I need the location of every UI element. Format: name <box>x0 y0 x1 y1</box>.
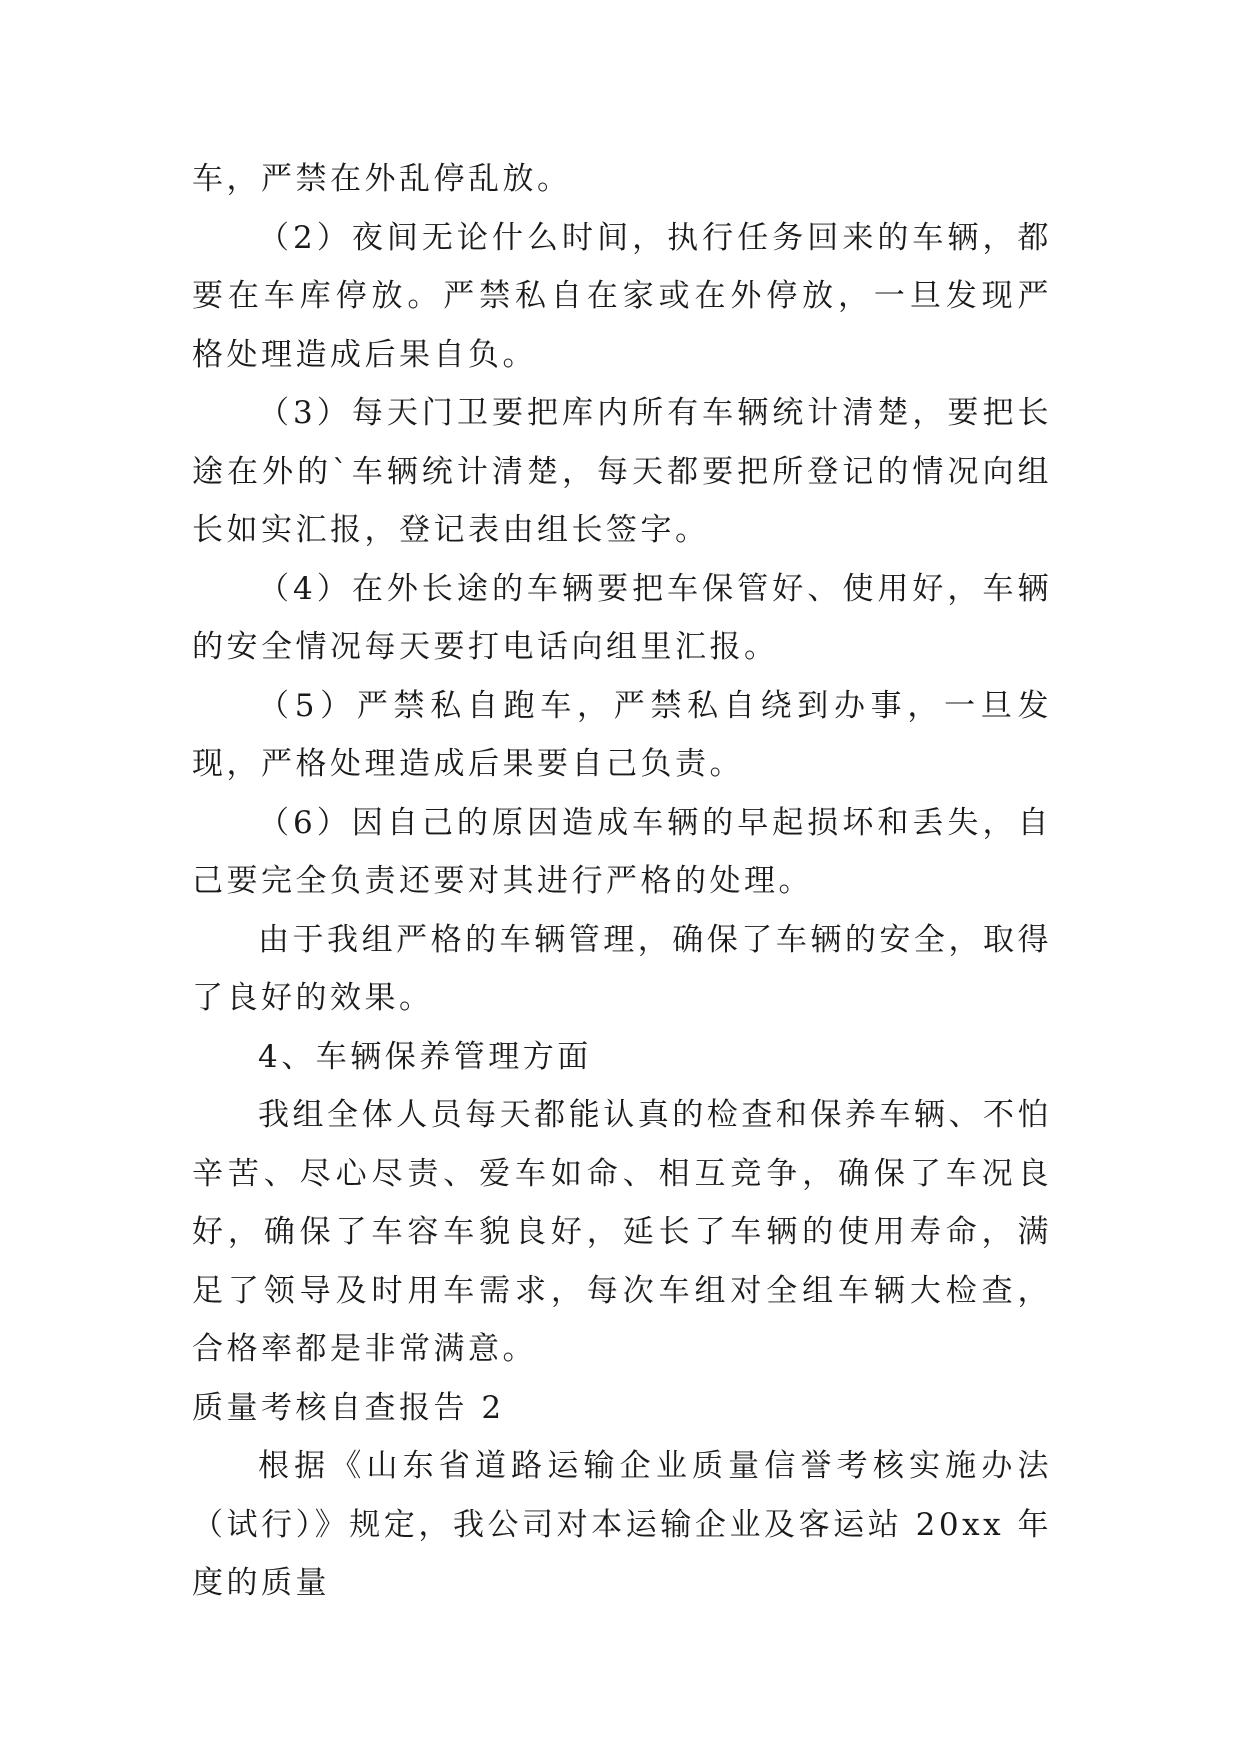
paragraph-7: 由于我组严格的车辆管理，确保了车辆的安全，取得了良好的效果。 <box>192 921 1052 1016</box>
paragraph-9: 我组全体人员每天都能认真的检查和保养车辆、不怕辛苦、尽心尽责、爱车如命、相互竞争，确保了车况良好，确保了车容车貌良好，延长了车辆的使用寿命，满足了领导及时用车需求，每次车组对全组车辆大检查，合格率都是非常满意。 <box>192 1097 1052 1367</box>
subheading-vehicle-maintenance: 4、车辆保养管理方面 <box>258 1038 592 1075</box>
paragraph-5: （5）严禁私自跑车，严禁私自绕到办事，一旦发现，严格处理造成后果要自己负责。 <box>192 687 1052 782</box>
section-title: 质量考核自查报告 2 <box>192 1389 505 1426</box>
paragraph-3: （3）每天门卫要把库内所有车辆统计清楚，要把长途在外的`车辆统计清楚，每天都要把所登记的情况向组长如实汇报，登记表由组长签字。 <box>192 395 1052 548</box>
document-page <box>192 150 1052 1613</box>
final-paragraph: 根据《山东省道路运输企业质量信誉考核实施办法（试行）》规定，我公司对本运输企业及客运站 20xx 年度的质量 <box>192 1448 1052 1601</box>
paragraph-6: （6）因自己的原因造成车辆的早起损坏和丢失，自己要完全负责还要对其进行严格的处理。 <box>192 804 1052 899</box>
paragraph-1: 车，严禁在外乱停乱放。 <box>192 161 572 197</box>
paragraph-2: （2）夜间无论什么时间，执行任务回来的车辆，都要在车库停放。严禁私自在家或在外停放，一旦发现严格处理造成后果自负。 <box>192 219 1052 373</box>
paragraph-4: （4）在外长途的车辆要把车保管好、使用好，车辆的安全情况每天要打电话向组里汇报。 <box>192 570 1052 665</box>
